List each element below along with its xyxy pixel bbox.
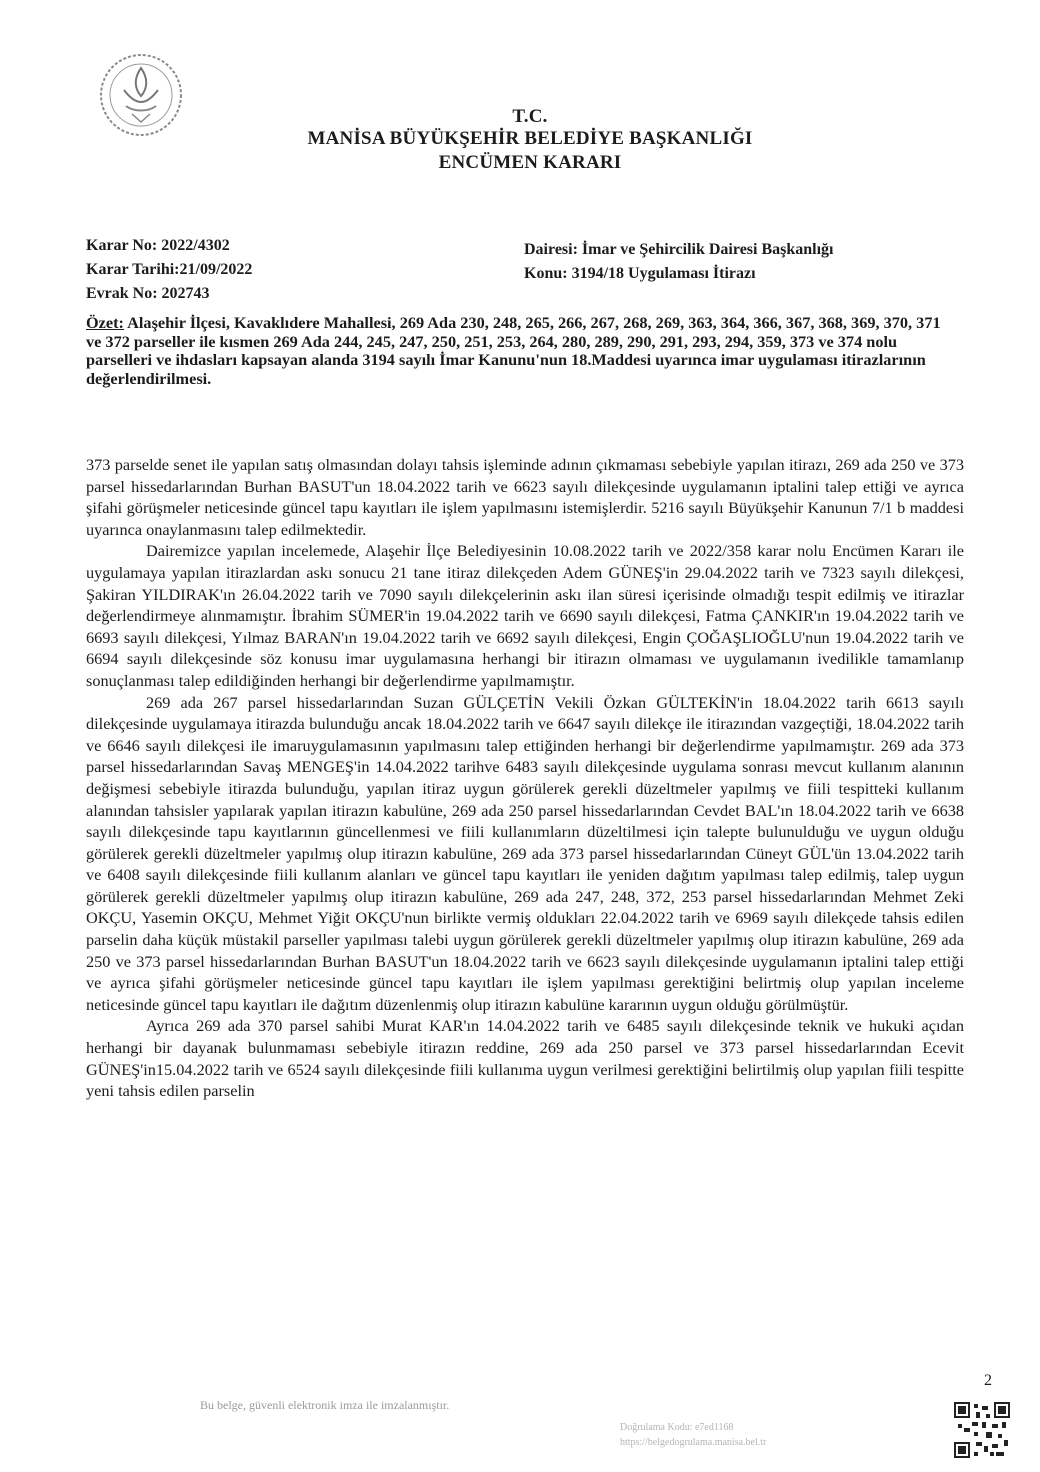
page-number: 2 [984,1372,992,1389]
summary-block [86,314,960,388]
decision-meta-right [524,238,834,286]
header-document-type: ENCÜMEN KARARI [438,152,622,173]
header-tc: T.C. [512,106,548,127]
decision-meta-left [86,234,252,306]
body-paragraph: 373 parselde senet ile yapılan satış olmasından dolayı tahsis işleminde adının çıkmaması sebebiyle yapılan itirazı, 269 ada 250 ve 373 parsel hissedarlarından Burhan BASUT'un 18.04.2022 tarih ve 6623 sayılı dilekçesinde uygulamanın iptalini talep ettiği ve ayrıca şifahi görüşmeler neticesinde güncel tapu kayıtları ile işlem yapılmasını istemişlerdir. 5216 sayılı Büyükşehir Kanunun 7/1 b maddesi uyarınca onaylanmasını talep edilmektedir. [86,455,964,539]
verification-code: Doğrulama Kodu: e7ed1168 [620,1422,734,1433]
body-paragraph: Dairemizce yapılan incelemede, Alaşehir İlçe Belediyesinin 10.08.2022 tarih ve 2022/358 karar nolu Encümen Kararı ile uygulamaya yapılan itirazlardan askı sonucu 21 tane itiraz dilekçeden Adem GÜNEŞ'in 29.04.2022 tarih ve 7323 sayılı dilekçesi, Şakiran YILDIRAK'ın 26.04.2022 tarih ve 7090 sayılı dilekçelerinin askı ilan süresi içerisinde olmadığı tespit edilmiş ve itirazlar değerlendirmeye alınmamıştır. İbrahim SÜMER'in 19.04.2022 tarih ve 6690 sayılı dilekçesi, Fatma ÇANKIR'ın 19.04.2022 tarih ve 6693 sayılı dilekçesi, Yılmaz BARAN'ın 19.04.2022 tarih ve 6692 sayılı dilekçesi, Engin ÇOĞAŞLIOĞLU'nun 19.04.2022 tarih ve 6694 sayılı dilekçesinde söz konusu imar uygulamasına herhangi bir itirazın olmaması ve uygulamanın ivedilikle tamamlanıp sonuçlanması talep edildiğinden herhangi bir değerlendirme yapılmamıştır. [86,541,964,690]
body-paragraph: Ayrıca 269 ada 370 parsel sahibi Murat KAR'ın 14.04.2022 tarih ve 6485 sayılı dilekçesinde teknik ve hukuki açıdan herhangi bir dayanak bulunmaması sebebiyle itirazın reddine, 269 ada 250 parsel ve 373 parsel hissedarlarından Ecevit GÜNEŞ'in15.04.2022 tarih ve 6524 sayılı dilekçesinde fiili kullanıma uygun verilmesi gerektiğini belirtilmiş olup yapılan fiili tespitte yeni tahsis edilen parselin [86,1016,964,1101]
decision-body [86,454,964,1102]
department: Dairesi: İmar ve Şehircilik Dairesi Başkanlığı [524,241,834,258]
municipality-seal-icon [96,50,186,140]
subject: Konu: 3194/18 Uygulaması İtirazı [524,265,756,282]
decision-date: Karar Tarihi:21/09/2022 [86,261,253,278]
verification-url: https://belgedogrulama.manisa.bel.tr [620,1437,767,1448]
document-number: Evrak No: 202743 [86,285,210,302]
header-institution: MANİSA BÜYÜKŞEHİR BELEDİYE BAŞKANLIĞI [307,128,753,149]
summary-text: Alaşehir İlçesi, Kavaklıdere Mahallesi, 269 Ada 230, 248, 265, 266, 267, 268, 269, 363, 364, 366, 367, 368, 369, 370, 371 ve 372 parseller ile kısmen 269 Ada 244, 245, 247, 250, 251, 253, 264, 280, 289, 290, 291, 293, 294, 359, 373 ve 374 nolu parselleri ve ihdasları kapsayan alanda 3194 sayılı İmar Kanunu'nun 18.Maddesi uyarınca imar uygulaması itirazlarının değerlendirilmesi. [86,313,941,388]
body-paragraph: 269 ada 267 parsel hissedarlarından Suzan GÜLÇETİN Vekili Özkan GÜLTEKİN'in 18.04.2022 tarih 6613 sayılı dilekçesinde uygulamaya itirazda bulunduğu ancak 18.04.2022 tarih ve 6647 sayılı dilekçe ile itirazından vazgeçtiği, 18.04.2022 tarih ve 6646 sayılı dilekçesi ile imaruygulamasının yapılmasını talep ettiğinden herhangi bir değerlendirme yapılmamıştır. 269 ada 373 parsel hissedarlarından Savaş MENGEŞ'in 14.04.2022 tarihve 6483 sayılı dilekçesinde uygulama sonrası mevcut kullanım alanının değişmesi sebebiyle itirazda bulunduğu, yapılan itiraz uygun görülerek gerekli düzeltmeler yapılmış ve fiili tespitteki kullanım alanından tahsisler yapılarak yapılan itirazın kabulüne, 269 ada 250 parsel hissedarlarından Cevdet BAL'ın 18.04.2022 tarih ve 6638 sayılı dilekçesinde tapu kayıtlarının güncellenmesi ve fiili kullanımların düzeltilmesi için talepte bulunulduğu ve uygun olduğu görülerek gerekli düzeltmeler yapılmış olup itirazın kabulüne, 269 ada 373 parsel hissedarlarından Cüneyt GÜL'ün 13.04.2022 tarih ve 6408 sayılı dilekçesinde fiili kullanım alanları ve güncel tapu kayıtları ile yeniden dağıtım yapılması talep edilmiş, talep uygun görülerek gerekli düzeltmeler yapılmış olup itirazın kabulüne, 269 ada 247, 248, 372, 253 parsel hissedarlarından Mehmet Zeki OKÇU, Yasemin OKÇU, Mehmet Yiğit OKÇU'nun birlikte vermiş oldukları 22.04.2022 tarih ve 6969 sayılı dilekçede tahsis edilen parselin daha küçük müstakil parseller yapılması talebi uygun görülerek gerekli düzeltmeler yapılmış olup itirazın kabulüne, 269 ada 250 ve 373 parsel hissedarlarından Burhan BASUT'un 18.04.2022 tarih ve 6623 sayılı dilekçesinde uygulamanın iptalini talep ettiği ve ayrıca şifahi görüşmeler neticesinde güncel tapu kayıtları ile işlem yapılması gerektiğini belirtmiş olup yapılan inceleme neticesinde güncel tapu kayıtları ile dağıtım düzenlenmiş olup itirazın kabulüne kararının uygun olduğu görülmüştür. [86,692,964,1014]
summary-label: Özet: [86,313,124,332]
verification-info [620,1420,766,1450]
qr-code-icon [954,1402,1010,1458]
decision-number: Karar No: 2022/4302 [86,237,230,254]
e-signature-note: Bu belge, güvenli elektronik imza ile imzalanmıştır. [200,1398,450,1412]
